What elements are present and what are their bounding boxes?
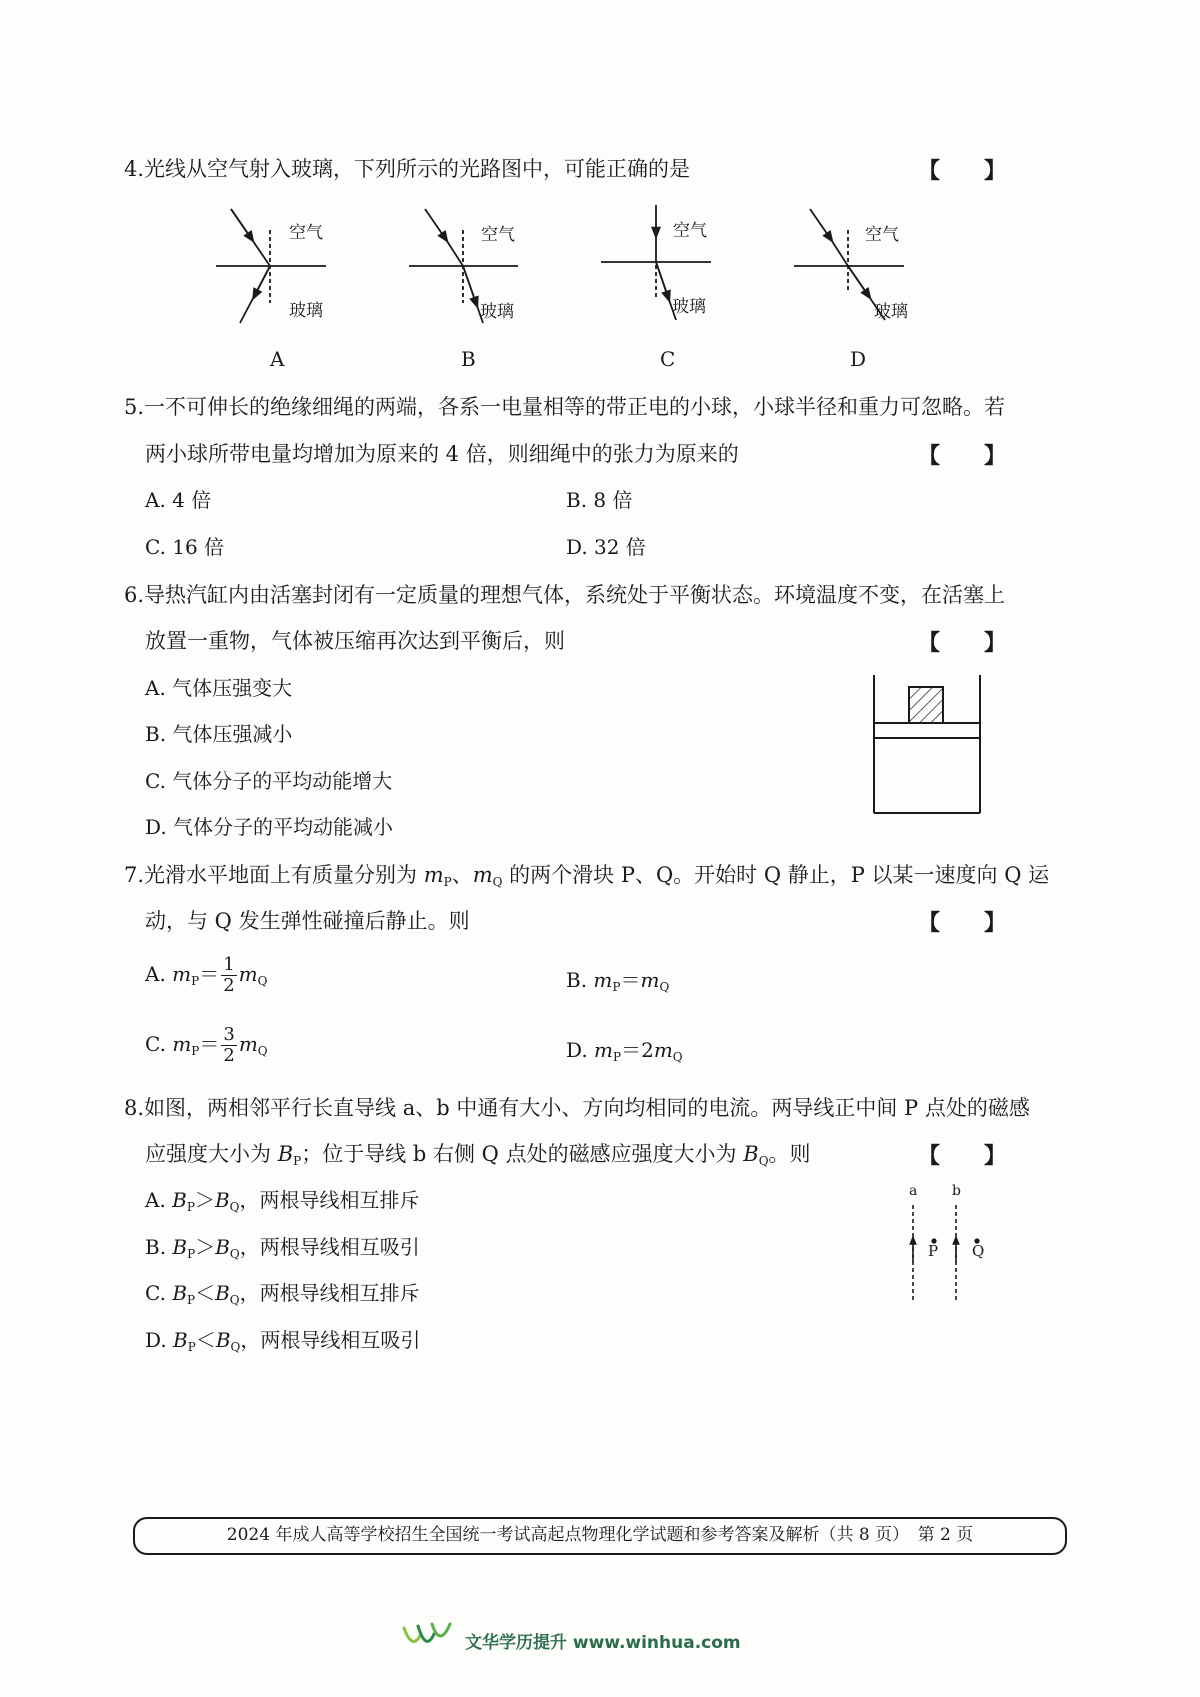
diagram-c-glass-label: 玻璃 (672, 297, 706, 317)
diagram-b-glass-label: 玻璃 (480, 302, 514, 322)
q8-option-d: D. $B_P<B_Q$，两根导线相互吸引 (145, 1328, 421, 1354)
diagram-c-air-label: 空气 (673, 221, 707, 241)
q7-option-b: B. $m_P=m_Q$ (566, 968, 670, 994)
q6-stem-line2: 放置一重物，气体被压缩再次达到平衡后，则 (145, 629, 565, 653)
diagram-letter-d: D (850, 347, 867, 371)
q6-option-d: D. 气体分子的平均动能减小 (145, 815, 394, 839)
point-q-label: Q (972, 1242, 985, 1260)
q5-option-a: A. 4 倍 (145, 488, 212, 512)
diagram-letter-a: A (270, 347, 285, 371)
diagram-a-glass-label: 玻璃 (289, 301, 323, 321)
q5-stem-line2: 两小球所带电量均增加为原来的 4 倍，则细绳中的张力为原来的 (145, 442, 739, 466)
diagram-a-air-label: 空气 (289, 223, 323, 243)
diagram-letter-b: B (461, 347, 476, 371)
diagram-d-glass-label: 玻璃 (874, 302, 908, 322)
watermark-logo-icon (400, 1618, 456, 1654)
q8-answer-bracket: 【 】 (918, 1143, 1007, 1169)
q8-stem-line2: 应强度大小为 $B_P$；位于导线 b 右侧 Q 点处的磁感应强度大小为 $B_Q$。则 (145, 1142, 811, 1168)
q7-option-d: D. $m_P=2m_Q$ (566, 1038, 683, 1064)
watermark-text: 文华学历提升 www.winhua.com (465, 1633, 741, 1653)
q4-stem: 4.光线从空气射入玻璃，下列所示的光路图中，可能正确的是 (124, 157, 691, 181)
q5-answer-bracket: 【 】 (918, 443, 1007, 469)
q5-option-b: B. 8 倍 (566, 488, 633, 512)
wire-a-label: a (909, 1183, 918, 1199)
q7-option-a: A. $m_P=$ $\frac{1}{2}$ $m_Q$ (145, 954, 268, 996)
point-p-label: P (928, 1242, 939, 1260)
weight-block (909, 687, 943, 723)
q7-option-c: C. $m_P=$ $\frac{3}{2}$ $m_Q$ (145, 1024, 268, 1066)
q6-option-b: B. 气体压强减小 (145, 722, 293, 746)
q5-option-c: C. 16 倍 (145, 535, 225, 559)
cylinder-piston-diagram (868, 672, 988, 818)
q7-stem-line1: 7.光滑水平地面上有质量分别为 $m_P$、$m_Q$ 的两个滑块 P、Q。开始时 Q 静止，P 以某一速度向 Q 运 (124, 863, 1050, 889)
q6-answer-bracket: 【 】 (918, 630, 1007, 656)
footer-text: 2024 年成人高等学校招生全国统一考试高起点物理化学试题和参考答案及解析（共 8 页） 第 2 页 (226, 1525, 974, 1545)
q6-option-a: A. 气体压强变大 (145, 676, 293, 700)
q6-option-c: C. 气体分子的平均动能增大 (145, 769, 393, 793)
q5-option-d: D. 32 倍 (566, 535, 646, 559)
diagram-d-air-label: 空气 (865, 225, 899, 245)
wire-b-label: b (952, 1183, 961, 1199)
q8-option-b: B. $B_P>B_Q$，两根导线相互吸引 (145, 1235, 420, 1261)
q8-option-a: A. $B_P>B_Q$，两根导线相互排斥 (145, 1188, 420, 1214)
q7-answer-bracket: 【 】 (918, 910, 1007, 936)
q6-stem-line1: 6.导热汽缸内由活塞封闭有一定质量的理想气体，系统处于平衡状态。环境温度不变，在活塞上 (124, 583, 1006, 607)
q5-stem-line1: 5.一不可伸长的绝缘细绳的两端，各系一电量相等的带正电的小球，小球半径和重力可忽略。若 (124, 395, 1006, 419)
q8-option-c: C. $B_P<B_Q$，两根导线相互排斥 (145, 1281, 420, 1307)
q8-stem-line1: 8.如图，两相邻平行长直导线 a、b 中通有大小、方向均相同的电流。两导线正中间 P 点处的磁感 (124, 1096, 1030, 1120)
diagram-letter-c: C (660, 347, 676, 371)
piston (874, 723, 980, 738)
q7-stem-line2: 动，与 Q 发生弹性碰撞后静止。则 (145, 909, 470, 933)
diagram-b-air-label: 空气 (481, 225, 515, 245)
q4-answer-bracket: 【 】 (918, 158, 1007, 184)
